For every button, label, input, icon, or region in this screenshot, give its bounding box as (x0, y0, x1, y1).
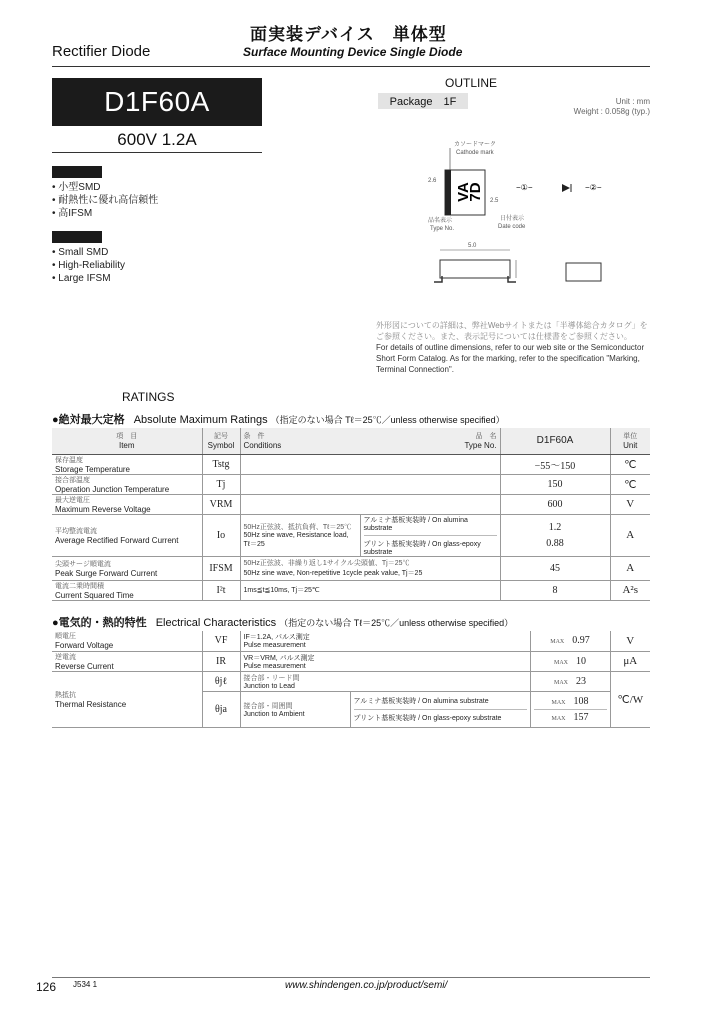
feature-item: • Small SMD (52, 246, 125, 259)
pin-plus-symbol: −②− (585, 183, 602, 192)
abs-max-condition: （指定のない場合 Tℓ＝25℃／unless otherwise specified） (270, 415, 505, 425)
dim-height-label: 2.6 (428, 178, 437, 184)
feature-item: • Large IFSM (52, 272, 125, 285)
col-symbol: 記号 Symbol (202, 428, 240, 454)
dim-width-label: 2.5 (490, 198, 499, 204)
features-jp-tag (52, 166, 102, 178)
features-en-tag (52, 231, 102, 243)
date-code-en: Date code (498, 224, 526, 230)
package-label: Package 1F (378, 93, 468, 109)
product-category: Rectifier Diode (52, 43, 151, 60)
col-item: 項 目 Item (52, 428, 202, 454)
page-number: 126 (36, 980, 57, 994)
website-link[interactable]: www.shindengen.co.jp/product/semi/ (285, 980, 448, 991)
footer-divider (52, 977, 650, 978)
elec-condition: （指定のない場合 Tℓ＝25℃／unless otherwise specified） (279, 618, 514, 628)
unit-line: Unit : mm (615, 97, 650, 106)
table-row: 接合部温度 Operation Junction Temperature Tj 150 ℃ (52, 474, 650, 494)
page-subtitle: Surface Mounting Device Single Diode (243, 45, 463, 59)
date-code-jp: 日付表示 (500, 216, 525, 222)
outline-note-jp: 外形図についての詳細は、弊社Webサイトまたは「半導体総合カタログ」をご参照ください。また、表示記号については仕様書をご参照ください。 (376, 321, 648, 341)
weight-line: Weight : 0.058g (typ.) (573, 107, 650, 116)
package-side-view (440, 260, 510, 278)
feature-item: • 小型SMD (52, 181, 158, 194)
outline-note-en: For details of outline dimensions, refer to our web site or the Semiconductor Short Form Catalog. As for the marking, refer to the specification "Marking, Terminal Connection". (376, 343, 645, 374)
table-row: θja 接合部・周囲間 Junction to Ambient アルミナ基板実装時 / On alumina substrate プリント基板実装時 / On glass-epoxy substrate MAX 108 MAX 157 (52, 691, 650, 727)
elec-title-jp: ●電気的・熱的特性 (52, 617, 147, 629)
header-divider (52, 66, 650, 67)
table-row: 平均整流電流 Average Rectified Forward Current Io 50Hz正弦波、抵抗負荷、Tℓ＝25℃ 50Hz sine wave, Resistance load, Tℓ＝25 アルミナ基板実装時 / On alumina substrate プリント基板実装時 / On glass-epoxy substrate 1.2 0.88 A (52, 514, 650, 556)
page-title-jp: 面実装デバイス 単体型 (250, 25, 447, 44)
type-no-en: Type No. (430, 226, 455, 232)
features-jp-list (52, 181, 158, 220)
outline-note (376, 320, 652, 375)
diode-symbol-icon (562, 184, 570, 192)
elec-table (52, 631, 650, 728)
cathode-band (445, 170, 451, 215)
col-part: D1F60A (500, 428, 610, 454)
table-row: 保存温度 Storage Temperature Tstg −55～150 ℃ (52, 454, 650, 474)
table-row: 熱抵抗 Thermal Resistance θjℓ 接合部・リード間 Junction to Lead MAX 23 ℃/W (52, 671, 650, 691)
feature-item: • 高IFSM (52, 207, 158, 220)
elec-title (52, 614, 513, 630)
part-number: D1F60A (104, 86, 210, 117)
pin-minus-symbol: −①− (516, 183, 533, 192)
abs-max-title (52, 411, 505, 427)
table-row: 最大逆電圧 Maximum Reverse Voltage VRM 600 V (52, 494, 650, 514)
document-code: J534 1 (73, 980, 98, 989)
dim-length-label: 5.0 (468, 243, 477, 249)
col-conditions: 条 件 Conditions 品 名 Type No. (240, 428, 500, 454)
package-outline-drawing (420, 130, 650, 310)
table-row: 順電圧 Forward Voltage VF IF＝1.2A, パルス測定 Pulse measurement MAX 0.97 V (52, 631, 650, 651)
body-mark-2: 7D (467, 182, 484, 202)
package-end-view (566, 263, 601, 281)
ratings-heading: RATINGS (122, 390, 175, 404)
abs-max-title-jp: ●絶対最大定格 (52, 414, 125, 426)
outline-title: OUTLINE (445, 76, 498, 90)
feature-item: • 耐熱性に優れ高信頼性 (52, 194, 158, 207)
abs-max-title-en: Absolute Maximum Ratings (133, 414, 268, 426)
table-row: 逆電流 Reverse Current IR VR＝VRM, パルス測定 Pulse measurement MAX 10 μA (52, 651, 650, 671)
cathode-mark-jp: カソードマーク (454, 142, 497, 148)
col-unit: 単位 Unit (610, 428, 650, 454)
feature-item: • High-Reliability (52, 259, 125, 272)
unit-weight-note (560, 97, 650, 117)
table-row: 電流二乗時間積 Current Squared Time I²t 1ms≦t≦10ms, Tj＝25℃ 8 A²s (52, 580, 650, 600)
abs-max-table (52, 428, 650, 601)
rating-divider (52, 152, 262, 153)
elec-title-en: Electrical Characteristics (155, 617, 277, 629)
cathode-mark-en: Cathode mark (456, 150, 494, 156)
table-row: 尖頭サージ順電流 Peak Surge Forward Current IFSM 50Hz正弦波、非繰り返し1サイクル尖頭値、Tj＝25℃ 50Hz sine wave, Non-repetitive 1cycle peak value, Tj＝25 45 A (52, 556, 650, 580)
type-no-jp: 品名表示 (428, 218, 453, 224)
part-number-banner (52, 78, 262, 126)
body-mark-1: VA (455, 182, 472, 202)
features-en-list (52, 246, 125, 285)
rating-summary: 600V 1.2A (117, 130, 197, 149)
